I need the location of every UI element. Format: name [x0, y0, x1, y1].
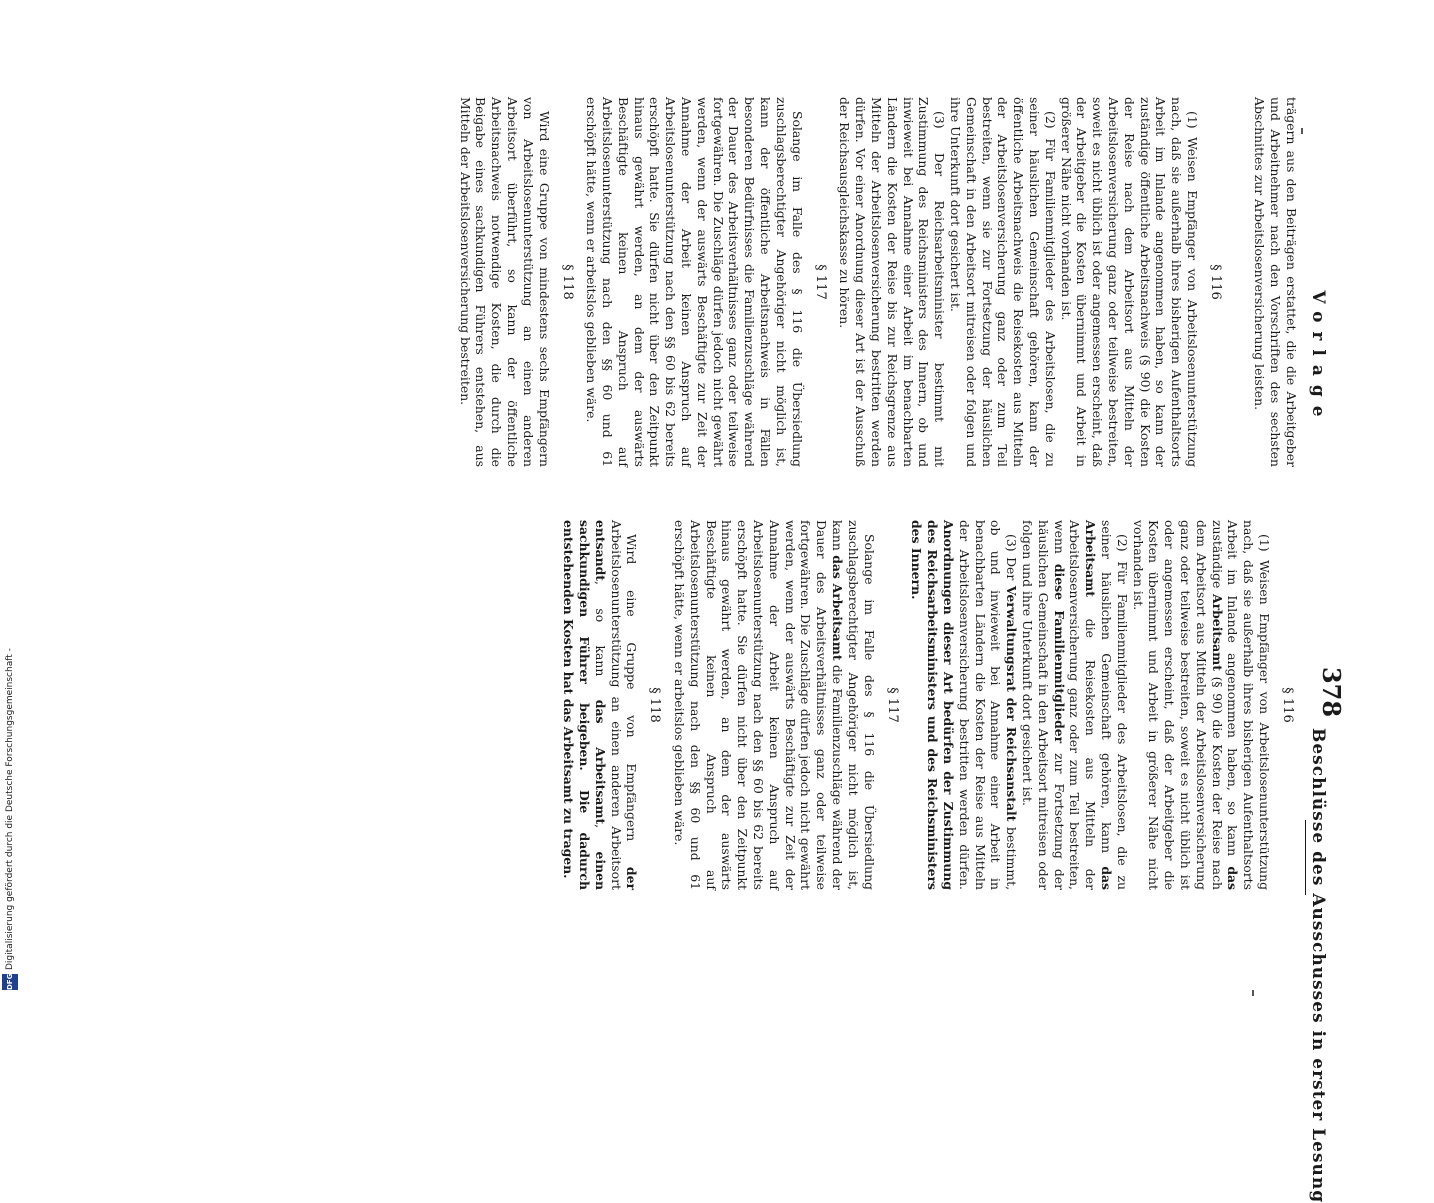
heading-rule	[1305, 820, 1306, 895]
paragraph-117-left: Solange im Falle des § 116 die Übersiedlung zuschlagsberechtigter Angehöriger nicht möglich ist, kann der öffentliche Arbeitsnachweis in Fällen besonderen Bedürfnisses die Familienzuschläge während der Dauer des Arbeitsverhältnisses ganz oder teilweise fortgewähren. Die Zuschläge dürfen jedoch nicht gewährt werden, wenn der auswärts Beschäftigte zur Zeit der Annahme der Arbeit keinen Anspruch auf Arbeitslosenunterstützung nach den §§ 60 bis 62 bereits erschöpft hatte. Sie dürfen nicht über den Zeitpunkt hinaus gewährt werden, an dem der auswärts Beschäftigte keinen Anspruch auf Arbeitslosenunterstützung nach den §§ 60 und 61 erschöpft hätte, wenn er arbeitslos geblieben wäre.	[584, 97, 805, 467]
section-heading-117-left: § 117	[812, 264, 828, 300]
digitization-credit: Digitalisierung gefördert durch die Deutsche Forschungsgemeinschaft -	[5, 648, 15, 970]
section-heading-116-right: § 116	[1280, 687, 1295, 723]
page-number: 378	[1317, 666, 1346, 718]
paragraph-116-3-right: (3) Der Verwaltungsrat der Reichsanstalt bestimmt, ob und inwieweit bei Annahme einer Arbeit in benachbarten Ländern die Kosten der Reise aus Mitteln der Arbeitslosenversicherung bestritten werden dürfen. Anordnungen dieser Art bedürfen der Zustimmung des Reichsarbeitsministers und des Reichsministers des Innern.	[909, 520, 1020, 891]
right-column	[560, 520, 1304, 890]
paragraph-116-2-left: (2) Für Familienmitglieder des Arbeitslosen, die zu seiner häuslichen Gemeinschaft gehören, kann der öffentliche Arbeitsnachweis die Reisekosten aus Mitteln der Arbeitslosenversicherung ganz oder zum Teil bestreiten, wenn sie zur Fortsetzung der häuslichen Gemeinschaft in den Arbeitsort mitreisen oder folgen und ihre Unterkunft dort gesichert ist.	[948, 97, 1058, 467]
running-head-left: Vorlage	[1308, 290, 1328, 426]
section-heading-118-left: § 118	[559, 264, 575, 300]
paragraph-116-2-right: (2) Für Familienmitglieder des Arbeitslosen, die zu seiner häuslichen Gemeinschaft gehören, kann das Arbeitsamt die Reisekosten aus Mitteln der Arbeitslosenversicherung ganz oder zum Teil bestreiten, wenn diese Familienmitglieder zur Fortsetzung der häuslichen Gemeinschaft in den Arbeitsort mitreisen oder folgen und ihre Unterkunft dort gesichert ist.	[1020, 520, 1130, 891]
paragraph-116-1-left: (1) Weisen Empfänger von Arbeitslosenunterstützung nach, daß sie außerhalb ihres bisherigen Aufenthaltsorts Arbeit im Inlande angenommen haben, so kann der zuständige öffentliche Arbeitsnachweis (§ 90) die Kosten der Reise nach dem Arbeitsort aus Mitteln der Arbeitslosenversicherung ganz oder teilweise bestreiten, soweit es nicht üblich ist oder angemessen erscheint, daß der Arbeitgeber die Kosten übernimmt und Arbeit in größerer Nähe nicht vorhanden ist.	[1058, 97, 1200, 467]
left-column	[457, 97, 1232, 467]
scan-mark	[1252, 990, 1254, 996]
section-heading-117-right: § 117	[884, 687, 900, 723]
running-head-right: Beschlüsse des Ausschusses in erster Lesung	[1308, 728, 1328, 1203]
paragraph-118-right: Wird eine Gruppe von Empfängern der Arbeitslosenunterstützung an einen anderen Arbeitsort entsandt, so kann das Arbeitsamt, einen sachkundigen Führer beigeben. Die dadurch entstehenden Kosten hat das Arbeitsamt zu tragen.	[561, 520, 640, 890]
paragraph-116-1-right: (1) Weisen Empfänger von Arbeitslosenunterstützung nach, daß sie außerhalb ihres bisherigen Aufenthaltsorts Arbeit im Inlande angenommen haben, so kann das zuständige Arbeitsamt (§ 90) die Kosten der Reise nach dem Arbeitsort aus Mitteln der Arbeitslosenversicherung ganz oder teilweise bestreiten, soweit es nicht üblich ist oder angemessen erscheint, daß der Arbeitgeber die Kosten übernimmt und Arbeit in größerer Nähe nicht vorhanden ist.	[1130, 520, 1272, 890]
paragraph-117-right: Solange im Falle des § 116 die Übersiedlung zuschlagsberechtigter Angehöriger nicht möglich ist, kann das Arbeitsamt die Familienzuschläge während der Dauer des Arbeitsverhältnisses ganz oder teilweise fortgewähren. Die Zuschläge dürfen jedoch nicht gewährt werden, wenn der auswärts Beschäftigte zur Zeit der Annahme der Arbeit keinen Anspruch auf Arbeitslosenunterstützung nach den §§ 60 bis 62 bereits erschöpft hatte. Sie dürfen nicht über den Zeitpunkt hinaus gewährt werden, an dem der auswärts Beschäftigte keinen Anspruch auf Arbeitslosenunterstützung nach den §§ 60 und 61 erschöpft hätte, wenn er arbeitslos geblieben wäre.	[672, 520, 877, 890]
left-column-continuation	[1252, 97, 1299, 467]
dfg-logo-icon: DFG	[2, 974, 18, 990]
scan-mark	[1301, 128, 1303, 134]
paragraph-116-3-left: (3) Der Reichsarbeitsminister bestimmt mit Zustimmung des Reichsministers des Innern, ob und inwieweit bei Annahme einer Arbeit im benachbarten Ländern die Kosten der Reise bis zur Reichsgrenze aus Mitteln der Arbeitslosenversicherung bestritten werden dürfen. Vor einer Anordnung dieser Art ist der Ausschuß der Reichsausgleichskasse zu hören.	[837, 97, 948, 467]
paragraph-118-left: Wird eine Gruppe von mindestens sechs Empfängern von Arbeitslosenunterstützung an einen anderen Arbeitsort überführt, so kann der öffentliche Arbeitsnachweis notwendige Kosten, die durch die Beigabe eines sachkundigen Führers entstehen, aus Mitteln der Arbeitslosenversicherung bestreiten.	[457, 97, 552, 467]
section-heading-116-left: § 116	[1208, 264, 1223, 300]
section-heading-118-right: § 118	[647, 687, 663, 723]
continuation-paragraph: trägern aus den Beiträgen erstattet, die die Arbeitgeber und Arbeitnehmer nach den Vorschriften des sechsten Abschnittes zur Arbeitslosenversicherung leisten.	[1252, 97, 1299, 467]
